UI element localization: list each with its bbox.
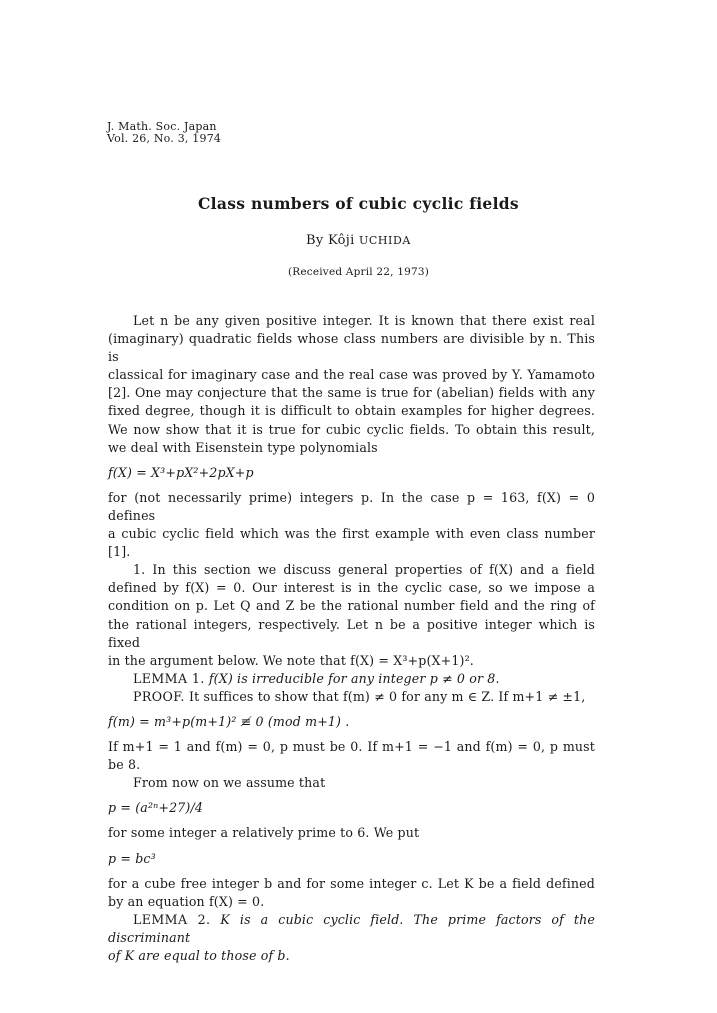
- lemma-2: [108, 911, 595, 947]
- body-line: for some integer a relatively prime to 6. We put: [108, 825, 420, 841]
- lemma-1-statement: f(X) is irreducible for any integer p ≠ 0 or 8.: [208, 670, 500, 686]
- equation-polynomial: f(X) = X³+pX²+2pX+p: [108, 464, 254, 480]
- body-line: the rational integers, respectively. Let n be a positive integer which is fixed: [108, 616, 595, 650]
- journal-volume: Vol. 26, No. 3, 1974: [107, 132, 222, 145]
- lemma-1: [108, 670, 595, 688]
- lemma-2-label: LEMMA 2.: [133, 911, 211, 927]
- body-line: in the argument below. We note that f(X) = X³+p(X+1)².: [108, 652, 474, 668]
- body-line: we deal with Eisenstein type polynomials: [108, 439, 378, 455]
- body-line: condition on p. Let Q and Z be the rational number field and the ring of: [108, 598, 595, 614]
- lemma-2-statement-line-1: K is a cubic cyclic field. The prime factors of the discriminant: [108, 911, 595, 945]
- equation-congruence: f(m) = m³+p(m+1)² ≢ 0 (mod m+1) .: [108, 713, 350, 729]
- body-line: If m+1 = 1 and f(m) = 0, p must be 0. If m+1 = −1 and f(m) = 0, p must: [108, 739, 595, 755]
- body-line: We now show that it is true for cubic cyclic fields. To obtain this result,: [108, 421, 595, 437]
- journal-name: J. Math. Soc. Japan: [107, 120, 217, 133]
- author-prefix: By Kôji: [306, 233, 355, 248]
- paper-title: Class numbers of cubic cyclic fields: [198, 194, 519, 213]
- body-line: for a cube free integer b and for some integer c. Let K be a field defined: [108, 875, 595, 891]
- body-line: defined by f(X) = 0. Our interest is in the cyclic case, so we impose a: [108, 580, 595, 596]
- body-line: by an equation f(X) = 0.: [108, 893, 265, 909]
- paper-body: [108, 312, 595, 965]
- equation-p-factorization: p = bc³: [108, 850, 156, 866]
- proof-1-label: PROOF.: [133, 688, 185, 704]
- section-heading-line: 1. In this section we discuss general properties of f(X) and a field: [133, 562, 595, 578]
- body-line: a cubic cyclic field which was the first example with even class number [1].: [108, 526, 595, 560]
- received-date: (Received April 22, 1973): [287, 266, 430, 278]
- body-line: for (not necessarily prime) integers p. In the case p = 163, f(X) = 0 defines: [108, 489, 595, 523]
- lemma-2-statement-line-2: of K are equal to those of b.: [108, 948, 290, 963]
- body-line: Let n be any given positive integer. It is known that there exist real: [133, 313, 595, 328]
- body-line: fixed degree, though it is difficult to obtain examples for higher degrees.: [108, 403, 595, 419]
- lemma-1-label: LEMMA 1.: [133, 670, 205, 686]
- proof-1: [108, 688, 595, 706]
- proof-1-text: It suffices to show that f(m) ≠ 0 for any m ∈ Z. If m+1 ≠ ±1,: [188, 688, 586, 704]
- author-line: [0, 233, 717, 248]
- body-line: (imaginary) quadratic fields whose class numbers are divisible by n. This is: [108, 331, 595, 365]
- body-line: [2]. One may conjecture that the same is true for (abelian) fields with any: [108, 385, 595, 401]
- journal-citation: [107, 121, 221, 145]
- body-line: From now on we assume that: [133, 775, 326, 791]
- author-surname: UCHIDA: [358, 234, 411, 247]
- body-line: be 8.: [108, 757, 141, 773]
- body-line: classical for imaginary case and the real case was proved by Y. Yamamoto: [108, 367, 595, 383]
- equation-p-definition: p = (a²ⁿ+27)/4: [108, 800, 204, 816]
